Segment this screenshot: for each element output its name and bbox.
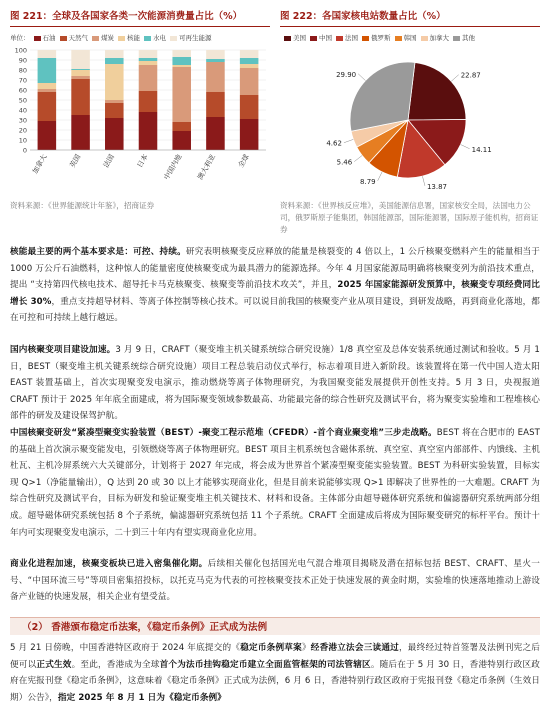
bar-segment: [71, 50, 90, 69]
bar-segment: [71, 79, 90, 115]
legend221-swatch: [144, 36, 151, 41]
bar-segment: [206, 117, 225, 150]
bar-segment: [240, 64, 259, 68]
legend221-label: 天然气: [68, 34, 88, 42]
bar-segment: [105, 118, 124, 150]
y-tick-label: 30: [18, 116, 27, 125]
fig222-legend: [280, 33, 475, 42]
fig222-source: 资料来源：《世界核反应堆》，美国能源信息署，国家核安全局，法国电力公司，俄罗斯原子能集团，韩国能源部，国际能源署，国际原子能机构，招商证券: [280, 201, 539, 234]
bar-segment: [105, 50, 124, 58]
legend222-swatch: [336, 36, 343, 41]
leader-line: [422, 176, 424, 186]
legend221-label: 可再生能源: [179, 34, 212, 42]
y-tick-label: 20: [18, 126, 27, 135]
y-tick-label: 60: [18, 86, 27, 95]
bar-segment: [105, 58, 124, 64]
leader-line: [378, 172, 382, 181]
pie-value-label: 5.46: [336, 158, 353, 167]
bar-segment: [38, 89, 57, 92]
legend222-swatch: [284, 36, 291, 41]
legend221-swatch: [118, 36, 125, 41]
leader-line: [358, 74, 365, 81]
paragraph-three-step-strategy: 中国核聚变研发“紧凑型聚变实验装置（BEST）-聚变工程示范堆（CFEDR）-首个商业聚变堆”三步走战略。BEST 将在合肥市的 EAST 的基础上首次演示聚变能发电，引领燃烧等离子体物理研究。BEST 项目主机系统包含磁体系统、真空室、真空室内部部件、内馈线、主机杜瓦、主机冷屏系统六大关键部分，计划将于 2027 年完成，将会成为世界首个紧凑型聚变能实验装置。BEST 为科研实验装置，目标实现 Q>1（净能量输出），Q 达到 20 或 30 以上才能够实现商业化，但是目前来说能够实现 Q>1 即解决了世界性的一大难题。CRAFT 为综合性研究及测试平台，目标为研发和验证聚变堆主机关键技术、材料和设备。主体部分由超导磁体研究系统和偏滤器研究系统两部分组成。超导磁体研究系统包括 8 个子系统，偏滤器研究系统包括 11 个子系统。CRAFT 全面建成后将成为国际聚变研究的标杆平台。预计十年内可实现聚变发电演示，二十到三十年内有望实现商业化应用。: [10, 428, 540, 538]
x-tick-label: 全球: [236, 153, 251, 170]
bar-segment: [206, 50, 225, 59]
section-number: （2）: [22, 622, 48, 633]
bar-segment: [71, 69, 90, 70]
legend221-swatch: [34, 36, 41, 41]
pie-slice: [350, 62, 415, 131]
leader-line: [461, 145, 470, 149]
paragraph-commercialization: 商业化进程加速，核聚变板块已进入密集催化期。后续相关催化包括国光电气混合堆项目揭晓及潜在招标包括 BEST、CRAFT、星火一号、“中国环流三号”等项目密集招投标，以托克马克为代表的可控核聚变技术正处于快速发展的黄金时期，实验堆的快速落地推动上游设备产业链的快速发展，相关企业有望受益。: [10, 559, 541, 603]
pie-chart: [280, 44, 540, 194]
pie-value-label: 14.11: [471, 145, 492, 154]
fig222-title: 图 222：各国家核电站数量占比（%）: [280, 11, 446, 22]
bar-segment: [172, 122, 191, 131]
legend222-label: 美国: [293, 34, 306, 42]
legend222-swatch: [421, 36, 428, 41]
bar-segment: [139, 58, 158, 61]
y-tick-label: 40: [18, 106, 27, 115]
bar-segment: [139, 112, 158, 150]
bar-segment: [38, 50, 57, 58]
x-tick-label: 日本: [135, 153, 150, 170]
legend222-label: 加拿大: [429, 34, 449, 42]
legend-items: [30, 34, 212, 42]
paragraph-project-acceleration: 国内核聚变项目建设加速。3 月 9 日，CRAFT（聚变堆主机关键系统综合研究设施）1/8 真空室及总体安装系统通过测试和验收。5 月 1 日，BEST（聚变堆主机关键系统综合研究设施）项目工程总装启动仪式举行，标志着项目进入新阶段。该装置将在第一代中国人造太阳 EAST 装置基础上，首次实现聚变发电演示，推动燃烧等离子体物理研究，为我国聚变能发展提供开创性支持。5 月 3 日，央视报道 CRAFT 预计于 2025 年年底全面建成，将为国际聚变领域参数最高、功能最完备的综合性研究及测试平台，将为聚变实验堆和工程堆核心部件的研发及建设保驾护航。: [10, 345, 541, 422]
section-heading: [10, 617, 540, 635]
bar-segment: [172, 67, 191, 122]
legend222-label: 法国: [345, 34, 358, 42]
bar-segment: [139, 61, 158, 65]
leader-line: [344, 139, 353, 142]
bar-segment: [139, 65, 158, 91]
fig221-legend: [10, 33, 212, 42]
bar-segment: [139, 50, 158, 58]
bar-segment: [240, 95, 259, 119]
legend222-swatch: [395, 36, 402, 41]
bar-segment: [38, 83, 57, 89]
bar-segment: [71, 70, 90, 76]
y-tick-label: 0: [22, 146, 27, 155]
bar-segment: [139, 91, 158, 112]
bar-segment: [172, 131, 191, 150]
y-tick-label: 80: [18, 66, 27, 75]
leader-line: [354, 155, 362, 161]
legend222-label: 韩国: [403, 34, 417, 42]
paragraph-stablecoin: 5 月 21 日傍晚，中国香港特区政府于 2024 年底提交的《稳定币条例草案》经香港立法会三读通过，最终经过特首签署及法例刊宪之后便可以正式生效。至此，香港成为全球首个为法币挂钩稳定币建立全面监管框架的司法管辖区。随后在于 5 月 30 日，香港特别行政区政府在宪报刊登《稳定币条例》，这意味着《稳定币条例》正式成为法例，6 月 6 日，香港特别行政区政府于宪报刊登《稳定币条例（生效日期）公告》，指定 2025 年 8 月 1 日为《稳定币条例》: [10, 643, 540, 703]
bar-segment: [206, 59, 225, 62]
pie-value-label: 22.87: [460, 71, 481, 80]
legend221-label: 煤炭: [101, 34, 114, 42]
pie-value-label: 8.79: [360, 177, 376, 186]
bar-segment: [240, 58, 259, 64]
bar-segment: [71, 115, 90, 150]
y-tick-label: 10: [18, 136, 27, 145]
legend221-label: 水电: [153, 34, 166, 42]
bar-segment: [71, 76, 90, 79]
legend221-swatch: [170, 36, 177, 41]
bar-segment: [240, 50, 259, 58]
bar-segment: [206, 62, 225, 92]
y-tick-label: 50: [18, 96, 27, 105]
legend221-label: 石油: [42, 34, 56, 42]
legend222-swatch: [310, 36, 317, 41]
pie-value-label: 29.90: [336, 70, 357, 79]
leader-line: [451, 75, 458, 82]
paragraph-fusion-requirements: 核能最主要的两个基本要求是：可控、持续。研究表明核聚变反应释放的能量是核裂变的 4 倍以上，1 公斤核聚变燃料产生的能量相当于 1000 万公斤石油燃料，这种惊人的能量密度使核聚变成为最具潜力的能源选择。今年 4 月国家能源局明确将核聚变列为前沿技术重点，提出 “支持第四代核电技术、超导托卡马克核聚变、核聚变等前沿技术攻关”，并且，2025 年国家能源研发预算中，核聚变专项经费同比增长 30%，重点支持超导材料、等离子体控制等核心技术。可以说目前我国的核聚变产业从项目建设，到研发战略，再到商业化落地，都在可控和可持续上越行越远。: [10, 247, 540, 324]
pie-value-label: 4.62: [326, 139, 342, 148]
legend221-label: 核能: [127, 34, 140, 42]
bar-segment: [240, 68, 259, 95]
bar-segment: [172, 65, 191, 67]
bar-segment: [240, 119, 259, 150]
x-tick-label: 加拿大: [31, 153, 49, 176]
bar-segment: [105, 103, 124, 118]
y-tick-label: 90: [18, 56, 27, 65]
legend221-swatch: [92, 36, 99, 41]
bar-segment: [172, 57, 191, 65]
stacked-bar-chart: [10, 44, 272, 194]
fig221-title: 图 221：全球及各国家各类一次能源消费量占比（%）: [10, 11, 243, 22]
y-tick-label: 70: [18, 76, 27, 85]
section-title-text: 香港颁布稳定币法案，《稳定币条例》正式成为法例: [51, 622, 268, 633]
bar-segment: [105, 100, 124, 103]
x-tick-label: 中国内地: [162, 153, 184, 182]
x-tick-label: 英国: [68, 153, 83, 170]
pie-value-label: 13.87: [426, 182, 447, 191]
bar-segment: [206, 92, 225, 117]
legend222-label: 中国: [319, 34, 332, 42]
x-tick-label: 法国: [102, 153, 117, 170]
legend-prefix: 单位：: [10, 34, 30, 42]
fig222-rule: [280, 26, 540, 27]
bar-segment: [38, 92, 57, 121]
legend222-label: 其他: [462, 34, 475, 42]
legend222-swatch: [453, 36, 460, 41]
fig221-rule: [10, 26, 270, 27]
bar-segment: [38, 58, 57, 83]
x-tick-label: 澳大利亚: [196, 153, 218, 182]
legend221-swatch: [60, 36, 67, 41]
legend222-label: 俄罗斯: [371, 34, 391, 42]
legend222-swatch: [362, 36, 369, 41]
y-tick-label: 100: [14, 46, 27, 55]
fig221-source: 资料来源：《世界能源统计年鉴》，招商证券: [10, 201, 155, 210]
bar-segment: [172, 50, 191, 57]
pie-slice: [408, 62, 466, 120]
bar-segment: [38, 121, 57, 150]
bar-segment: [105, 64, 124, 100]
